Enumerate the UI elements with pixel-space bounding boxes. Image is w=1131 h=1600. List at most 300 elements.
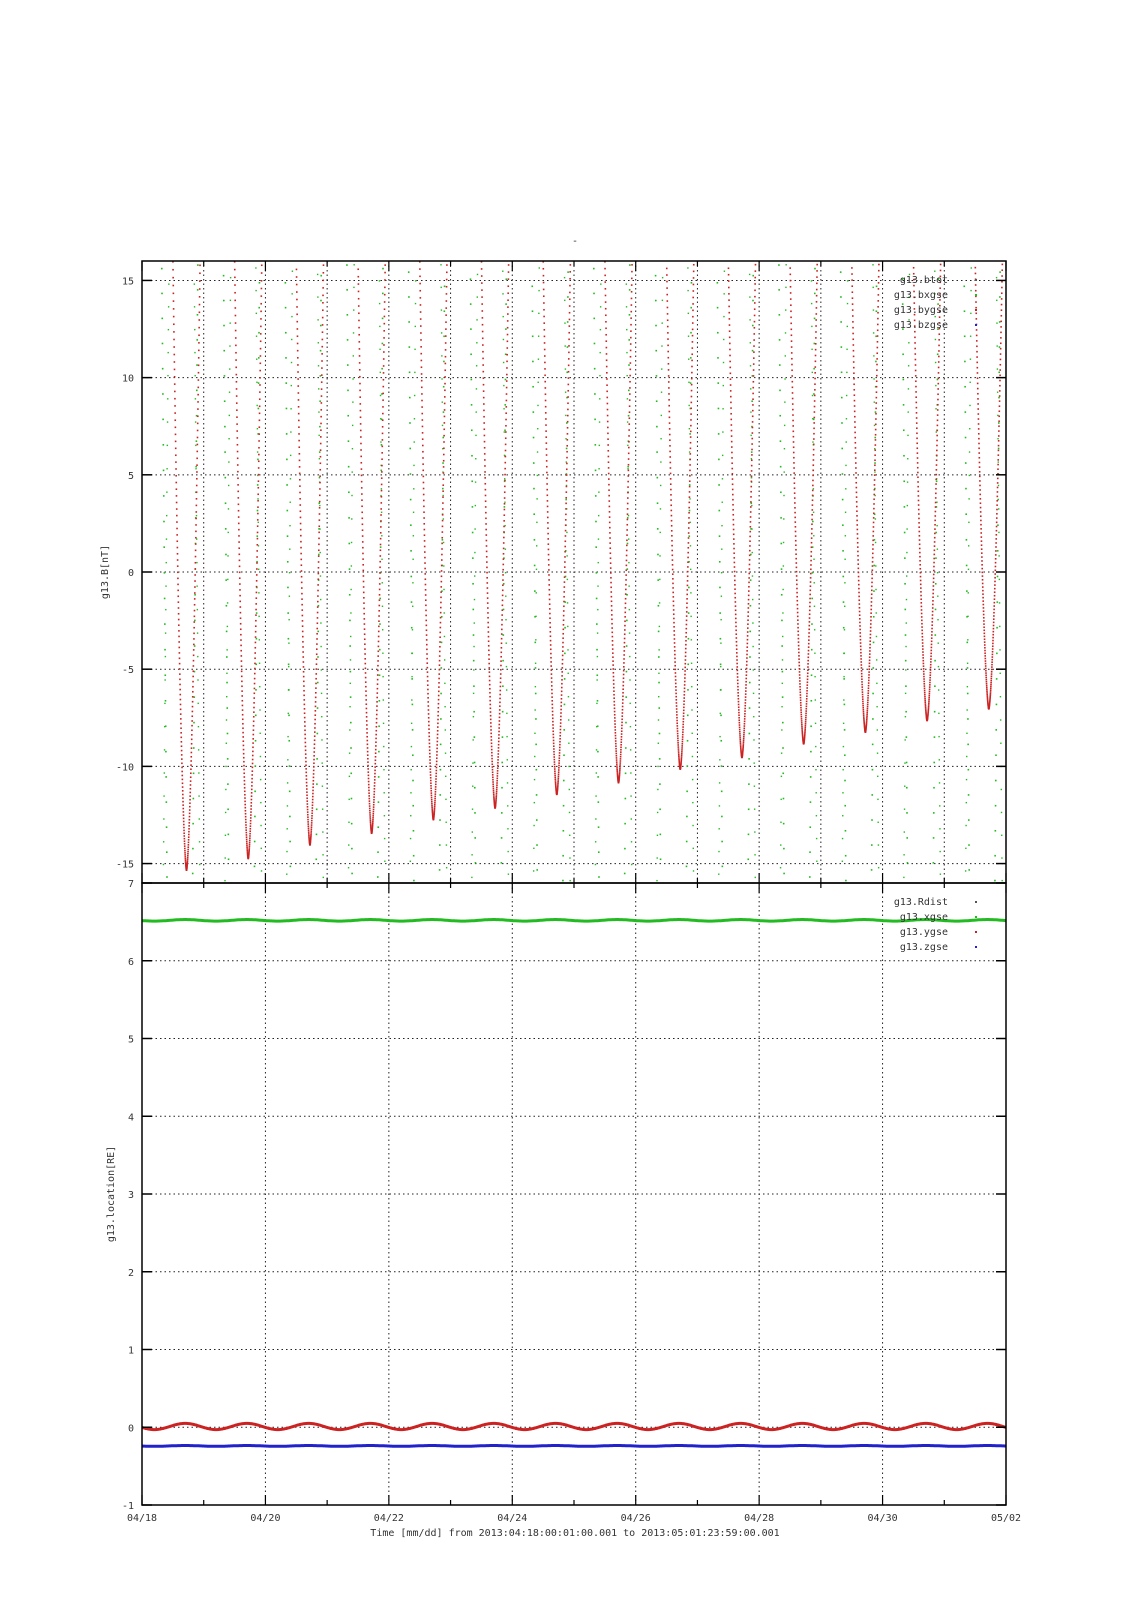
- data-point: [488, 663, 490, 665]
- data-point: [672, 587, 674, 589]
- data-point: [609, 542, 611, 544]
- data-point: [178, 630, 180, 632]
- data-point: [305, 742, 307, 744]
- data-point: [795, 549, 797, 551]
- data-point: [984, 652, 986, 654]
- data-point: [688, 547, 690, 549]
- data-point: [814, 318, 816, 320]
- data-point: [627, 398, 628, 399]
- data-point: [348, 822, 349, 823]
- data-point: [495, 798, 497, 800]
- data-point: [671, 540, 673, 542]
- data-point: [722, 866, 724, 868]
- data-point: [474, 552, 475, 553]
- data-point: [489, 684, 491, 686]
- data-point: [720, 689, 721, 690]
- data-point: [747, 643, 749, 645]
- data-point: [626, 306, 627, 307]
- data-point: [813, 438, 815, 440]
- data-point: [604, 275, 606, 277]
- data-point: [675, 676, 677, 678]
- data-point: [917, 472, 919, 474]
- data-point: [873, 287, 874, 288]
- data-point: [815, 792, 816, 793]
- data-point: [670, 473, 672, 475]
- data-point: [382, 433, 384, 435]
- data-point: [750, 435, 751, 436]
- data-point: [237, 484, 239, 486]
- data-point: [856, 506, 858, 508]
- data-point: [551, 685, 553, 687]
- data-point: [553, 740, 555, 742]
- data-point: [534, 565, 536, 567]
- data-point: [322, 280, 324, 282]
- data-point: [620, 758, 622, 760]
- data-point: [782, 722, 784, 724]
- data-point: [193, 649, 195, 651]
- data-point: [785, 264, 786, 265]
- data-point: [474, 736, 476, 738]
- data-point: [558, 777, 560, 779]
- data-point: [866, 719, 868, 721]
- data-point: [412, 754, 414, 756]
- data-point: [906, 528, 907, 529]
- data-point: [916, 417, 918, 419]
- data-point: [440, 597, 442, 599]
- data-point: [534, 779, 535, 780]
- data-point: [198, 342, 200, 344]
- data-point: [606, 366, 608, 368]
- data-point: [360, 416, 362, 418]
- data-point: [192, 691, 194, 693]
- data-point: [383, 746, 384, 747]
- data-point: [194, 645, 196, 647]
- data-point: [242, 723, 244, 725]
- data-point: [250, 828, 252, 830]
- data-point: [904, 762, 905, 763]
- data-point: [998, 371, 1000, 373]
- data-point: [498, 734, 500, 736]
- data-point: [965, 488, 967, 490]
- data-point: [319, 501, 321, 503]
- data-point: [616, 771, 618, 773]
- data-point: [659, 626, 660, 627]
- data-point: [502, 569, 504, 571]
- data-point: [790, 298, 792, 300]
- data-point: [749, 531, 751, 533]
- data-point: [176, 534, 178, 536]
- data-point: [628, 447, 630, 449]
- data-point: [659, 733, 661, 735]
- data-point: [195, 562, 197, 564]
- data-point: [197, 609, 198, 610]
- data-point: [933, 837, 935, 839]
- data-point: [164, 703, 165, 704]
- data-point: [173, 316, 175, 318]
- data-point: [799, 677, 801, 679]
- data-point: [167, 421, 168, 422]
- data-point: [195, 398, 196, 399]
- data-point: [435, 784, 437, 786]
- data-point: [921, 620, 923, 622]
- data-point: [482, 358, 484, 360]
- data-point: [313, 755, 315, 757]
- data-point: [318, 435, 319, 436]
- data-point: [685, 640, 687, 642]
- data-point: [364, 623, 366, 625]
- data-point: [743, 740, 745, 742]
- data-point: [310, 837, 312, 839]
- data-point: [444, 383, 446, 385]
- data-point: [196, 471, 198, 473]
- data-point: [683, 712, 685, 714]
- data-point: [804, 733, 806, 735]
- data-point: [178, 607, 180, 609]
- data-point: [996, 300, 997, 301]
- data-point: [629, 387, 631, 389]
- legend-entry-marker: [975, 324, 977, 326]
- data-point: [508, 278, 510, 280]
- data-point: [684, 681, 686, 683]
- data-point: [813, 444, 815, 446]
- data-point: [750, 491, 752, 493]
- data-point: [436, 744, 438, 746]
- data-point: [296, 321, 298, 323]
- data-point: [998, 440, 1000, 442]
- data-point: [366, 708, 368, 710]
- data-point: [606, 378, 608, 380]
- data-point: [250, 808, 252, 810]
- data-point: [320, 622, 321, 623]
- data-point: [624, 823, 626, 825]
- data-point: [257, 532, 259, 534]
- data-point: [735, 614, 737, 616]
- data-point: [983, 623, 985, 625]
- data-point: [847, 326, 848, 327]
- data-point: [538, 313, 539, 314]
- data-point: [868, 680, 870, 682]
- data-point: [628, 470, 630, 472]
- data-point: [445, 321, 447, 323]
- data-point: [906, 575, 907, 576]
- data-point: [532, 310, 534, 312]
- data-point: [424, 573, 426, 575]
- data-point: [427, 684, 429, 686]
- data-point: [559, 738, 561, 740]
- data-point: [381, 496, 383, 498]
- data-point: [872, 693, 874, 695]
- data-point: [419, 276, 421, 278]
- data-point: [321, 402, 323, 404]
- data-point: [440, 264, 441, 265]
- data-point: [868, 674, 870, 676]
- data-point: [199, 296, 201, 298]
- data-point: [934, 520, 936, 522]
- data-point: [322, 831, 323, 832]
- data-point: [598, 851, 600, 853]
- data-point: [255, 636, 257, 638]
- data-point: [930, 653, 932, 655]
- data-point: [751, 465, 753, 467]
- data-point: [790, 274, 792, 276]
- data-point: [350, 722, 352, 724]
- data-point: [797, 619, 799, 621]
- data-point: [608, 456, 610, 458]
- data-point: [999, 602, 1000, 603]
- data-point: [782, 659, 783, 660]
- data-point: [470, 328, 472, 330]
- data-point: [594, 419, 596, 421]
- data-point: [193, 722, 195, 724]
- data-point: [745, 681, 747, 683]
- data-point: [433, 812, 435, 814]
- data-point: [809, 594, 811, 596]
- data-point: [444, 422, 446, 424]
- data-point: [196, 515, 197, 516]
- data-point: [921, 623, 923, 625]
- data-point: [692, 297, 694, 299]
- data-point: [924, 688, 926, 690]
- data-point: [596, 703, 597, 704]
- data-point: [692, 310, 694, 312]
- data-point: [304, 721, 306, 723]
- data-point: [320, 552, 321, 553]
- data-point: [508, 271, 510, 273]
- data-point: [297, 357, 299, 359]
- data-point: [439, 794, 441, 796]
- data-point: [997, 576, 999, 578]
- legend-entry-label: g13.zgse: [899, 942, 948, 953]
- data-point: [844, 780, 846, 782]
- data-point: [285, 382, 287, 384]
- data-point: [750, 579, 752, 581]
- data-point: [311, 815, 313, 817]
- data-point: [845, 512, 846, 513]
- data-point: [503, 548, 505, 550]
- data-point: [429, 739, 431, 741]
- data-point: [378, 776, 380, 778]
- data-point: [439, 819, 441, 821]
- data-point: [873, 355, 874, 356]
- data-point: [308, 836, 310, 838]
- data-point: [548, 579, 550, 581]
- data-point: [748, 577, 750, 579]
- data-point: [936, 525, 937, 526]
- data-point: [440, 622, 442, 624]
- data-point: [877, 347, 879, 349]
- data-point: [366, 716, 368, 718]
- data-point: [616, 763, 618, 765]
- data-point: [422, 457, 424, 459]
- data-point: [316, 643, 318, 645]
- data-point: [555, 784, 557, 786]
- data-point: [733, 524, 735, 526]
- data-point: [790, 292, 792, 294]
- data-point: [931, 634, 933, 636]
- data-point: [187, 859, 189, 861]
- data-point: [346, 264, 348, 266]
- data-point: [616, 761, 618, 763]
- data-point: [719, 510, 721, 512]
- data-point: [551, 689, 553, 691]
- data-point: [240, 650, 242, 652]
- data-point: [545, 412, 547, 414]
- data-point: [927, 710, 929, 712]
- data-point: [779, 339, 781, 341]
- data-point: [749, 545, 751, 547]
- data-point: [379, 555, 381, 557]
- data-point: [382, 268, 384, 270]
- data-point: [667, 332, 669, 334]
- data-point: [499, 713, 501, 715]
- data-point: [629, 656, 630, 657]
- data-point: [487, 612, 489, 614]
- data-point: [548, 564, 550, 566]
- data-point: [310, 838, 312, 840]
- data-point: [979, 466, 981, 468]
- data-point: [436, 757, 438, 759]
- data-point: [368, 798, 370, 800]
- data-point: [535, 693, 537, 695]
- data-point: [614, 708, 616, 710]
- data-point: [536, 869, 538, 871]
- data-point: [535, 616, 536, 617]
- data-point: [380, 441, 381, 442]
- data-point: [733, 534, 735, 536]
- data-point: [190, 760, 192, 762]
- data-point: [816, 289, 818, 291]
- data-point: [483, 377, 485, 379]
- data-point: [986, 692, 988, 694]
- data-point: [495, 796, 497, 798]
- data-point: [933, 812, 935, 814]
- data-point: [350, 671, 352, 673]
- data-point: [595, 818, 596, 819]
- data-point: [253, 725, 255, 727]
- data-point: [667, 326, 669, 328]
- data-point: [250, 825, 252, 827]
- data-point: [258, 454, 260, 456]
- data-point: [442, 401, 443, 402]
- data-point: [913, 267, 915, 269]
- data-point: [992, 648, 994, 650]
- data-point: [844, 629, 845, 630]
- data-point: [937, 409, 939, 411]
- data-point: [719, 736, 720, 737]
- data-point: [306, 800, 308, 802]
- data-point: [501, 624, 503, 626]
- data-point: [874, 469, 876, 471]
- data-point: [998, 508, 999, 509]
- y-tick-label: 7: [127, 879, 134, 890]
- data-point: [288, 664, 290, 666]
- data-point: [179, 663, 181, 665]
- data-point: [558, 767, 560, 769]
- data-point: [313, 766, 315, 768]
- data-point: [415, 326, 416, 327]
- data-point: [875, 413, 877, 415]
- data-point: [995, 805, 997, 807]
- data-point: [684, 691, 686, 693]
- data-point: [676, 714, 678, 716]
- data-point: [290, 502, 291, 503]
- data-point: [379, 567, 381, 569]
- data-point: [996, 345, 997, 346]
- data-point: [439, 641, 441, 643]
- data-point: [252, 742, 254, 744]
- data-point: [190, 784, 192, 786]
- data-point: [477, 296, 478, 297]
- data-point: [931, 647, 933, 649]
- data-point: [423, 511, 425, 513]
- data-point: [914, 353, 916, 355]
- data-point: [383, 769, 384, 770]
- data-point: [676, 722, 678, 724]
- data-point: [874, 479, 876, 481]
- data-point: [427, 689, 429, 691]
- data-point: [549, 617, 551, 619]
- data-point: [918, 531, 920, 533]
- data-point: [179, 657, 181, 659]
- data-point: [721, 791, 723, 793]
- data-point: [322, 786, 323, 787]
- data-point: [564, 627, 566, 629]
- data-point: [810, 568, 812, 570]
- data-point: [362, 529, 364, 531]
- data-point: [259, 377, 261, 379]
- data-point: [552, 730, 554, 732]
- data-point: [801, 724, 803, 726]
- data-point: [321, 360, 323, 362]
- data-point: [998, 430, 1000, 432]
- data-point: [975, 284, 977, 286]
- data-point: [410, 861, 411, 862]
- data-point: [548, 554, 550, 556]
- data-point: [939, 287, 941, 289]
- data-point: [251, 802, 253, 804]
- data-point: [622, 709, 624, 711]
- data-point: [428, 705, 430, 707]
- data-point: [317, 584, 319, 586]
- data-point: [979, 476, 981, 478]
- data-point: [631, 841, 632, 842]
- data-point: [935, 479, 937, 481]
- data-point: [612, 644, 614, 646]
- data-point: [473, 634, 475, 636]
- data-point: [491, 746, 493, 748]
- data-point: [552, 707, 554, 709]
- data-point: [414, 395, 415, 396]
- data-point: [929, 682, 931, 684]
- data-point: [166, 876, 168, 878]
- data-point: [922, 660, 924, 662]
- data-point: [938, 356, 940, 358]
- data-point: [930, 672, 932, 674]
- data-point: [317, 274, 318, 275]
- data-point: [320, 449, 322, 451]
- data-point: [842, 815, 843, 816]
- data-point: [499, 702, 501, 704]
- data-point: [907, 435, 908, 436]
- data-point: [182, 786, 184, 788]
- data-point: [965, 437, 967, 439]
- data-point: [863, 718, 865, 720]
- data-point: [750, 511, 752, 513]
- data-point: [501, 647, 503, 649]
- data-point: [431, 801, 433, 803]
- data-point: [685, 652, 687, 654]
- data-point: [688, 336, 689, 337]
